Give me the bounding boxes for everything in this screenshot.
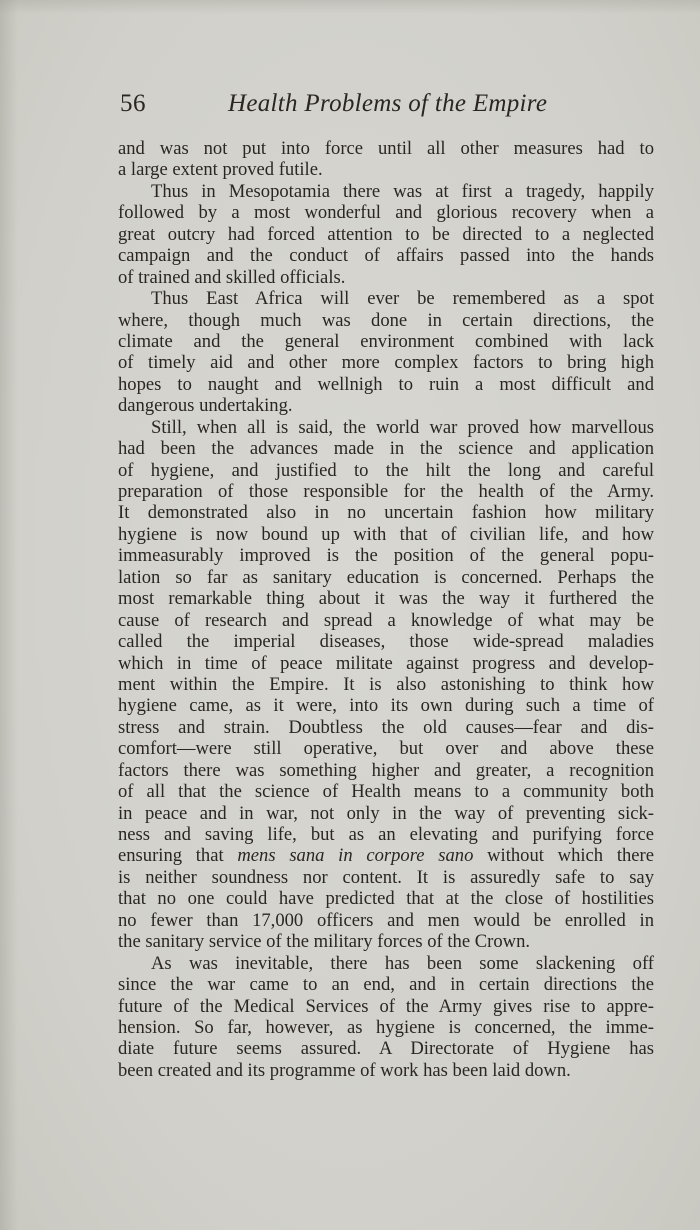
text-line: campaign and the conduct of affairs passed into the hands	[118, 245, 654, 267]
text-line: ment within the Empire. It is also astonishing to think how	[118, 673, 654, 695]
text-line: future of the Medical Services of the Army gives rise to appre-	[118, 995, 654, 1017]
text-line: most remarkable thing about it was the way it furthered the	[118, 588, 654, 610]
text-line: hygiene came, as it were, into its own during such a time of	[118, 695, 654, 717]
text-fragment: ensuring that	[118, 845, 224, 867]
text-line: preparation of those responsible for the health of the Army.	[118, 481, 654, 502]
text-line: Still, when all is said, the world war proved how marvellous	[151, 416, 654, 438]
page-edge-shadow	[0, 0, 18, 1230]
text-line: comfort—were still operative, but over and above these	[118, 738, 654, 760]
text-line: Thus East Africa will ever be remembered as a spot	[151, 288, 654, 310]
text-line: in peace and in war, not only in the way of preventing sick-	[118, 802, 654, 824]
running-title: Health Problems of the Empire	[228, 90, 548, 117]
text-line: dangerous undertaking.	[118, 395, 293, 417]
text-fragment: without which there	[487, 845, 654, 867]
text-line: ness and saving life, but as an elevating and purifying force	[118, 824, 654, 845]
page-number: 56	[120, 90, 146, 117]
text-line: stress and strain. Doubtless the old causes—fear and dis-	[118, 716, 654, 738]
text-line: that no one could have predicted that at the close of hostilities	[118, 888, 654, 910]
text-line: It demonstrated also in no uncertain fashion how military	[118, 502, 654, 524]
text-line: is neither soundness nor content. It is assuredly safe to say	[118, 866, 654, 888]
text-line: no fewer than 17,000 officers and men would be enrolled in	[118, 909, 654, 931]
text-line: which in time of peace militate against progress and develop-	[118, 652, 654, 674]
text-line: lation so far as sanitary education is concerned. Perhaps the	[118, 566, 654, 588]
running-head	[120, 88, 560, 124]
text-line: immeasurably improved is the position of the general popu-	[118, 545, 654, 567]
text-line: a large extent proved futile.	[118, 159, 323, 181]
text-line: hygiene is now bound up with that of civilian life, and how	[118, 523, 654, 545]
text-line: called the imperial diseases, those wide-spread maladies	[118, 631, 654, 653]
text-line: since the war came to an end, and in certain directions the	[118, 974, 654, 996]
text-line: of all that the science of Health means to a community both	[118, 781, 654, 803]
text-line: where, though much was done in certain directions, the	[118, 309, 654, 331]
text-line: been created and its programme of work has been laid down.	[118, 1059, 571, 1081]
text-line: Thus in Mesopotamia there was at first a tragedy, happily	[151, 180, 654, 202]
text-line: the sanitary service of the military forces of the Crown.	[118, 931, 531, 953]
text-line: hension. So far, however, as hygiene is concerned, the imme-	[118, 1016, 654, 1038]
text-line: diate future seems assured. A Directorate of Hygiene has	[118, 1038, 654, 1060]
text-line: had been the advances made in the science and application	[118, 438, 654, 460]
text-line	[118, 845, 654, 866]
text-line: cause of research and spread a knowledge of what may be	[118, 609, 654, 631]
text-line: of hygiene, and justified to the hilt the long and careful	[118, 459, 654, 481]
text-line: followed by a most wonderful and glorious recovery when a	[118, 202, 654, 224]
text-line: factors there was something higher and greater, a recognition	[118, 759, 654, 781]
page-top-shadow	[0, 0, 700, 14]
text-line: great outcry had forced attention to be directed to a neglected	[118, 223, 654, 245]
text-line: As was inevitable, there has been some slackening off	[151, 952, 654, 974]
text-line: hopes to naught and wellnigh to ruin a most difficult and	[118, 373, 654, 395]
text-line: of trained and skilled officials.	[118, 266, 346, 288]
text-line: climate and the general environment combined with lack	[118, 330, 654, 352]
text-line: of timely aid and other more complex factors to bring high	[118, 352, 654, 374]
text-line: and was not put into force until all other measures had to	[118, 138, 654, 159]
latin-phrase: mens sana in corpore sano	[237, 845, 474, 867]
body-text	[118, 138, 654, 1081]
